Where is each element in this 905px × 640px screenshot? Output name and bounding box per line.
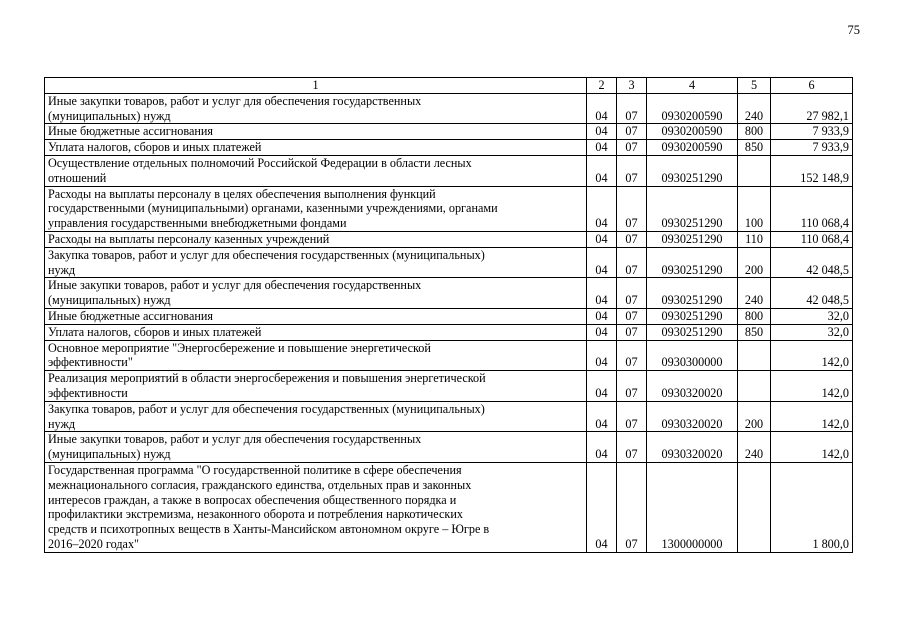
column-header: 3 [617,78,647,94]
amount-cell: 27 982,1 [771,93,853,124]
expense-type-cell: 240 [738,93,771,124]
amount-cell: 42 048,5 [771,247,853,278]
section-cell: 04 [587,140,617,156]
row-name-cell: Иные бюджетные ассигнования [45,308,587,324]
target-code-cell: 0930251290 [647,186,738,231]
expense-type-cell: 850 [738,324,771,340]
target-code-cell: 0930251290 [647,155,738,186]
expense-type-cell [738,155,771,186]
target-code-cell: 0930251290 [647,278,738,309]
section-cell: 04 [587,186,617,231]
amount-cell: 142,0 [771,340,853,371]
table-row [45,401,853,432]
expense-type-cell [738,462,771,552]
row-name-cell: Иные закупки товаров, работ и услуг для обеспечения государственных (муниципальных) нужд [45,432,587,463]
subsection-cell: 07 [617,432,647,463]
column-header: 1 [45,78,587,94]
subsection-cell: 07 [617,278,647,309]
section-cell: 04 [587,155,617,186]
amount-cell: 32,0 [771,308,853,324]
table-row [45,155,853,186]
table-row [45,462,853,552]
column-header: 2 [587,78,617,94]
row-name-cell: Осуществление отдельных полномочий Российской Федерации в области лесных отношений [45,155,587,186]
row-name-cell: Уплата налогов, сборов и иных платежей [45,324,587,340]
subsection-cell: 07 [617,186,647,231]
target-code-cell: 0930251290 [647,324,738,340]
table-row [45,140,853,156]
expense-type-cell: 100 [738,186,771,231]
table-row [45,93,853,124]
expense-type-cell: 240 [738,432,771,463]
column-header: 6 [771,78,853,94]
table-row [45,247,853,278]
section-cell: 04 [587,231,617,247]
section-cell: 04 [587,371,617,402]
section-cell: 04 [587,278,617,309]
target-code-cell: 0930300000 [647,340,738,371]
table-row [45,371,853,402]
expense-type-cell [738,371,771,402]
target-code-cell: 0930200590 [647,124,738,140]
target-code-cell: 0930251290 [647,231,738,247]
amount-cell: 7 933,9 [771,140,853,156]
row-name-cell: Основное мероприятие "Энергосбережение и повышение энергетической эффективности" [45,340,587,371]
expense-type-cell: 800 [738,308,771,324]
table-header-row [45,78,853,94]
table-row [45,432,853,463]
amount-cell: 32,0 [771,324,853,340]
table-row [45,186,853,231]
column-header: 4 [647,78,738,94]
section-cell: 04 [587,93,617,124]
amount-cell: 110 068,4 [771,186,853,231]
row-name-cell: Иные закупки товаров, работ и услуг для обеспечения государственных (муниципальных) нужд [45,93,587,124]
amount-cell: 110 068,4 [771,231,853,247]
section-cell: 04 [587,462,617,552]
target-code-cell: 0930320020 [647,401,738,432]
page-number: 75 [847,23,860,37]
row-name-cell: Расходы на выплаты персоналу в целях обеспечения выполнения функций государственными (муниципальными) органами, казенными учреждениями, органами управления государственными внебюджетными фондами [45,186,587,231]
section-cell: 04 [587,401,617,432]
target-code-cell: 1300000000 [647,462,738,552]
amount-cell: 152 148,9 [771,155,853,186]
target-code-cell: 0930251290 [647,247,738,278]
row-name-cell: Иные бюджетные ассигнования [45,124,587,140]
subsection-cell: 07 [617,124,647,140]
subsection-cell: 07 [617,93,647,124]
subsection-cell: 07 [617,155,647,186]
row-name-cell: Иные закупки товаров, работ и услуг для обеспечения государственных (муниципальных) нужд [45,278,587,309]
row-name-cell: Реализация мероприятий в области энергосбережения и повышения энергетической эффективности [45,371,587,402]
column-header: 5 [738,78,771,94]
row-name-cell: Расходы на выплаты персоналу казенных учреждений [45,231,587,247]
section-cell: 04 [587,324,617,340]
subsection-cell: 07 [617,340,647,371]
table-row [45,124,853,140]
row-name-cell: Государственная программа "О государственной политике в сфере обеспечения межнационального согласия, гражданского единства, отдельных прав и законных интересов граждан, а также в вопросах обеспечения общественного порядка и профилактики экстремизма, незаконного оборота и потребления наркотических средств и психотропных веществ в Ханты-Мансийском автономном округе – Югре в 2016–2020 годах" [45,462,587,552]
section-cell: 04 [587,432,617,463]
expense-type-cell: 110 [738,231,771,247]
subsection-cell: 07 [617,371,647,402]
subsection-cell: 07 [617,462,647,552]
row-name-cell: Закупка товаров, работ и услуг для обеспечения государственных (муниципальных) нужд [45,247,587,278]
section-cell: 04 [587,124,617,140]
target-code-cell: 0930320020 [647,371,738,402]
subsection-cell: 07 [617,231,647,247]
target-code-cell: 0930200590 [647,140,738,156]
subsection-cell: 07 [617,140,647,156]
expense-type-cell [738,340,771,371]
target-code-cell: 0930200590 [647,93,738,124]
expense-type-cell: 800 [738,124,771,140]
subsection-cell: 07 [617,308,647,324]
amount-cell: 7 933,9 [771,124,853,140]
subsection-cell: 07 [617,401,647,432]
expense-type-cell: 240 [738,278,771,309]
section-cell: 04 [587,340,617,371]
section-cell: 04 [587,308,617,324]
budget-table [44,77,853,553]
subsection-cell: 07 [617,324,647,340]
target-code-cell: 0930320020 [647,432,738,463]
amount-cell: 142,0 [771,371,853,402]
amount-cell: 142,0 [771,432,853,463]
amount-cell: 142,0 [771,401,853,432]
row-name-cell: Уплата налогов, сборов и иных платежей [45,140,587,156]
amount-cell: 1 800,0 [771,462,853,552]
table-row [45,231,853,247]
section-cell: 04 [587,247,617,278]
amount-cell: 42 048,5 [771,278,853,309]
table-row [45,324,853,340]
table-row [45,340,853,371]
expense-type-cell: 200 [738,401,771,432]
table-row [45,278,853,309]
target-code-cell: 0930251290 [647,308,738,324]
table-row [45,308,853,324]
expense-type-cell: 850 [738,140,771,156]
row-name-cell: Закупка товаров, работ и услуг для обеспечения государственных (муниципальных) нужд [45,401,587,432]
expense-type-cell: 200 [738,247,771,278]
subsection-cell: 07 [617,247,647,278]
